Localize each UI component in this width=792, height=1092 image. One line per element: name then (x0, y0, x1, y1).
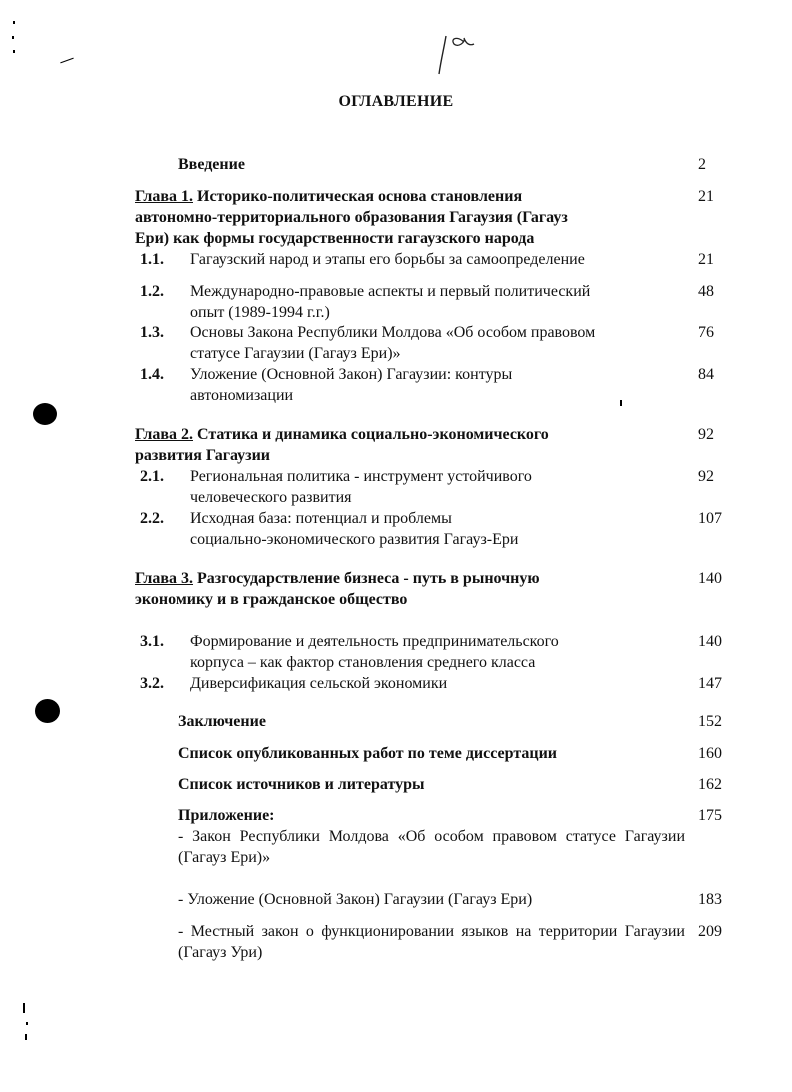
scan-speck (60, 58, 73, 64)
toc-chapter-3-page: 140 (698, 570, 722, 587)
chapter-3-title-line2: экономику и в гражданское общество (135, 591, 408, 608)
chapter-2-prefix: Глава 2. (135, 426, 193, 443)
toc-section-num: 1.3. (140, 324, 164, 341)
toc-conclusion-page: 152 (698, 713, 722, 730)
toc-appendix-item: - Закон Республики Молдова «Об особом правовом статусе Гагаузии (Гагауз Ери)» (178, 828, 685, 866)
chapter-1-prefix: Глава 1. (135, 188, 193, 205)
toc-section-title: Диверсификация сельской экономики (190, 675, 448, 692)
toc-section-num: 1.2. (140, 283, 164, 300)
toc-section-page: 76 (698, 324, 714, 341)
toc-appendix-label: Приложение: (178, 807, 275, 824)
toc-chapter-2-page: 92 (698, 426, 714, 443)
toc-conclusion-label: Заключение (178, 713, 266, 730)
toc-appendix-page: 175 (698, 807, 722, 824)
toc-appendix-item: - Уложение (Основной Закон) Гагаузии (Гагауз Ери) (178, 891, 533, 908)
toc-chapter-1-title (135, 186, 685, 249)
toc-appendix-item-page: 183 (698, 891, 722, 908)
scan-speck (13, 21, 15, 24)
scan-speck (13, 50, 15, 53)
toc-section-page: 140 (698, 633, 722, 650)
toc-section-title: Региональная политика - инструмент устойчивого человеческого развития (190, 468, 532, 506)
chapter-1-title-line2: автономно-территориального образования Гагаузия (Гагауз (135, 209, 568, 226)
toc-sources-page: 162 (698, 776, 722, 793)
toc-section-page: 147 (698, 675, 722, 692)
chapter-3-prefix: Глава 3. (135, 570, 193, 587)
toc-publications-page: 160 (698, 745, 722, 762)
toc-section-page: 107 (698, 510, 722, 527)
binder-hole-mark (35, 699, 60, 723)
toc-section-num: 3.1. (140, 633, 164, 650)
toc-section-page: 48 (698, 283, 714, 300)
scan-speck (23, 1003, 25, 1013)
toc-appendix-item: - Местный закон о функционировании языков на территории Гагаузии (Гагауз Ури) (178, 923, 685, 961)
chapter-1-title-line3: Ери) как формы государственности гагаузского народа (135, 230, 535, 247)
chapter-3-title-line1: Разгосударствление бизнеса - путь в рыночную (193, 570, 540, 587)
toc-section-num: 2.2. (140, 510, 164, 527)
page-title: ОГЛАВЛЕНИЕ (338, 93, 454, 110)
toc-section-page: 92 (698, 468, 714, 485)
toc-chapter-1-page: 21 (698, 188, 714, 205)
chapter-2-title-line1: Статика и динамика социально-экономического (193, 426, 549, 443)
toc-appendix-item-page: 209 (698, 923, 722, 940)
handwritten-page-mark (436, 24, 486, 76)
chapter-2-title-line2: развития Гагаузии (135, 447, 271, 464)
scan-speck (12, 36, 14, 39)
toc-chapter-2-title (135, 424, 685, 466)
toc-section-num: 2.1. (140, 468, 164, 485)
toc-section-num: 3.2. (140, 675, 164, 692)
toc-section-page: 84 (698, 366, 714, 383)
toc-section-page: 21 (698, 251, 714, 268)
toc-section-title: Уложение (Основной Закон) Гагаузии: контуры автономизации (190, 366, 513, 404)
toc-sources-label: Список источников и литературы (178, 776, 425, 793)
toc-section-title: Основы Закона Республики Молдова «Об особом правовом статусе Гагаузии (Гагауз Ери)» (190, 324, 596, 362)
toc-publications-label: Список опубликованных работ по теме диссертации (178, 745, 558, 762)
toc-section-title: Международно-правовые аспекты и первый политический опыт (1989-1994 г.г.) (190, 283, 591, 321)
chapter-1-title-line1: Историко-политическая основа становления (193, 188, 523, 205)
toc-section-title: Формирование и деятельность предпринимательского корпуса – как фактор становления среднего класса (190, 633, 559, 671)
toc-section-title: Исходная база: потенциал и проблемы социально-экономического развития Гагауз-Ери (190, 510, 519, 548)
toc-section-num: 1.4. (140, 366, 164, 383)
toc-section-title: Гагаузский народ и этапы его борьбы за самоопределение (190, 251, 585, 268)
binder-hole-mark (33, 403, 57, 425)
scan-speck (26, 1022, 28, 1025)
toc-intro-label: Введение (178, 156, 245, 173)
scan-speck (25, 1034, 27, 1040)
toc-chapter-3-title (135, 568, 685, 610)
toc-section-num: 1.1. (140, 251, 164, 268)
toc-intro-page: 2 (698, 156, 706, 173)
